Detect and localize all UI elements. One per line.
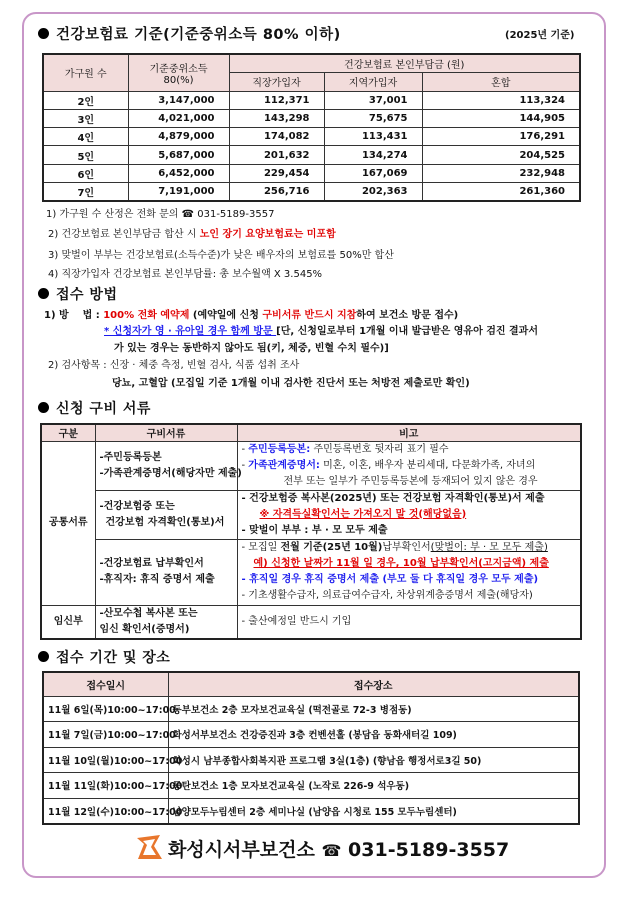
phone-icon: ☎ xyxy=(321,841,342,860)
t: 구비서류 반드시 지참 xyxy=(262,310,357,321)
place-cell: 화성서부보건소 건강증진과 3층 컨벤션홀 (봉담읍 동화새터길 109) xyxy=(168,722,579,748)
date-cell: 11월 7일(금)10:00~17:00 xyxy=(43,722,168,748)
t: - 건강보험증 복사본(2025년) 또는 건강보험 자격확인(통보)서 제출 xyxy=(241,492,545,504)
t: -휴직자: 휴직 증명서 제출 xyxy=(99,574,215,585)
t: 1) 방 법 : xyxy=(44,310,104,321)
docs-cell xyxy=(95,605,237,639)
docs-cell xyxy=(95,441,242,490)
footer-contact xyxy=(168,835,509,862)
date-cell: 11월 10일(월)10:00~17:00 xyxy=(43,747,168,773)
place-cell: 동부보건소 2층 모자보건교육실 (떡전골로 72-3 병점동) xyxy=(168,696,579,722)
table-cell: 6인 xyxy=(43,164,128,182)
method-line-3: 가 있는 경우는 동반하지 않아도 됨(키, 체중, 빈혈 수치 필수)] xyxy=(114,343,389,354)
note-1: 1) 가구원 수 산정은 전화 문의 ☎ 031-5189-3557 xyxy=(46,209,275,220)
t: - xyxy=(241,459,249,471)
t: - 휴직일 경우 휴직 증명서 제출 (부모 둘 다 휴직일 경우 모두 제출) xyxy=(241,574,539,585)
employee-header: 직장가입자 xyxy=(229,73,324,92)
year-note: (2025년 기준) xyxy=(505,30,575,41)
docs-cell xyxy=(95,539,237,605)
section-title-schedule xyxy=(38,647,170,667)
remarks-cell xyxy=(237,441,581,490)
documents-table xyxy=(40,423,582,640)
table-cell: 229,454 xyxy=(229,164,324,182)
table-cell: 112,371 xyxy=(229,91,324,109)
table-row xyxy=(43,91,580,109)
table-cell: 5인 xyxy=(43,146,128,164)
logo-icon xyxy=(134,832,164,862)
t: [단, 신청일로부터 1개월 이내 발급받은 영유아 검진 결과서 xyxy=(276,326,539,337)
t: 전부 또는 일부가 주민등록등본에 등재되어 있지 않은 경우 xyxy=(283,475,538,487)
table-row xyxy=(43,128,580,146)
t: 임신 확인서(증명서) xyxy=(99,623,190,635)
table-cell: 3,147,000 xyxy=(128,91,229,109)
table-row xyxy=(43,798,579,824)
note-2 xyxy=(48,225,336,240)
method-line-1 xyxy=(44,306,458,321)
median-pct: 80(%) xyxy=(163,74,194,86)
t: 예) 신청한 날짜가 11월 일 경우, 10월 납부확인서(고지금액) 제출 xyxy=(253,558,549,569)
table-row xyxy=(43,747,579,773)
mixed-header: 혼합 xyxy=(422,73,580,92)
title-text: 신청 구비 서류 xyxy=(56,401,151,417)
note-3: 3) 맞벌이 부부는 건강보험료(소득수준)가 낮은 배우자의 보험료를 50%만 합산 xyxy=(48,250,394,261)
t: -건강보험료 납부확인서 xyxy=(99,558,204,569)
date-cell: 11월 11일(화)10:00~17:00 xyxy=(43,773,168,799)
table-cell: 143,298 xyxy=(229,109,324,127)
t: - 모집일 xyxy=(241,542,281,553)
note-2-text: 2) 건강보험료 본인부담금 합산 시 xyxy=(48,229,200,240)
category-pregnant: 임신부 xyxy=(41,605,95,639)
table-cell: 4,021,000 xyxy=(128,109,229,127)
section-title-method xyxy=(38,284,117,304)
remarks-cell xyxy=(237,490,581,539)
table-row xyxy=(43,696,579,722)
place-cell: 남양모두누림센터 2층 세미나실 (남양읍 시청로 155 모두누림센터) xyxy=(168,798,579,824)
t: -주민등록등본 xyxy=(99,451,162,463)
category-header: 구분 xyxy=(41,424,95,441)
note-2-emphasis: 노인 장기 요양보험료는 미포함 xyxy=(199,229,336,240)
t: (예약일에 신청 xyxy=(189,310,263,321)
t: 하여 보건소 방문 접수) xyxy=(356,310,459,321)
t: - 맞벌이 부부 : 부 · 모 모두 제출 xyxy=(241,524,388,536)
table-cell: 7인 xyxy=(43,182,128,200)
table-row xyxy=(43,722,579,748)
method-line-2 xyxy=(104,322,538,337)
table-cell: 3인 xyxy=(43,109,128,127)
table-cell: 2인 xyxy=(43,91,128,109)
method-line-4 xyxy=(48,356,299,371)
table-cell: 37,001 xyxy=(324,91,422,109)
table-cell: 144,905 xyxy=(422,109,580,127)
t: -가족관계증명서(해당자만 제출) xyxy=(99,467,242,479)
table-cell: 134,274 xyxy=(324,146,422,164)
table-cell: 5,687,000 xyxy=(128,146,229,164)
table-cell: 113,324 xyxy=(422,91,580,109)
place-cell: 동탄보건소 1층 모자보건교육실 (노작로 226-9 석우동) xyxy=(168,773,579,799)
t: 가족관계증명서: xyxy=(248,459,320,471)
bullet-icon xyxy=(38,28,49,39)
date-cell: 11월 6일(목)10:00~17:00 xyxy=(43,696,168,722)
t: 2) 검사항목 : xyxy=(48,360,110,371)
t: ※ 자격득실확인서는 가져오지 말 것(해당없음) xyxy=(259,508,467,520)
table-row xyxy=(43,773,579,799)
category-common: 공통서류 xyxy=(41,441,95,605)
median-income-header xyxy=(128,54,229,91)
premium-header: 건강보험료 본인부담금 (원) xyxy=(229,54,580,73)
org-name: 화성시서부보건소 xyxy=(168,839,315,861)
table-cell: 113,431 xyxy=(324,128,422,146)
table-cell: 256,716 xyxy=(229,182,324,200)
bullet-icon xyxy=(38,651,49,662)
t: -산모수첩 복사본 또는 xyxy=(99,607,198,619)
note-4: 4) 직장가입자 건강보험료 본인부담률: 총 보수월액 X 3.545% xyxy=(48,269,323,280)
table-cell: 7,191,000 xyxy=(128,182,229,200)
place-header: 접수장소 xyxy=(168,672,579,696)
section-title-documents xyxy=(38,398,151,418)
table-cell: 202,363 xyxy=(324,182,422,200)
t: 100% 전화 예약제 xyxy=(103,310,190,321)
method-line-5: 당뇨, 고혈압 (모집일 기준 1개월 이내 검사한 진단서 또는 처방전 제출로만 확인) xyxy=(112,378,470,389)
remarks-header: 비고 xyxy=(237,424,581,441)
table-cell: 75,675 xyxy=(324,109,422,127)
t: -건강보험증 또는 xyxy=(99,500,175,512)
bullet-icon xyxy=(38,402,49,413)
table-cell: 4인 xyxy=(43,128,128,146)
table-cell: 204,525 xyxy=(422,146,580,164)
date-header: 접수일시 xyxy=(43,672,168,696)
table-row xyxy=(43,146,580,164)
table-row xyxy=(43,182,580,200)
t: 주민등록등본: xyxy=(248,443,311,455)
t: 전월 기준 xyxy=(280,542,323,553)
bullet-icon xyxy=(38,288,49,299)
remarks-cell xyxy=(237,539,581,605)
t: - xyxy=(241,443,249,455)
t: (맞벌이: 부 · 모 모두 제출) xyxy=(430,542,548,553)
t: 납부확인서 xyxy=(382,542,431,553)
table-cell: 167,069 xyxy=(324,164,422,182)
household-header: 가구원 수 xyxy=(43,54,128,91)
t: 주민등록번호 뒷자리 표기 필수 xyxy=(310,443,449,455)
phone-number: 031-5189-3557 xyxy=(348,839,510,861)
table-cell: 176,291 xyxy=(422,128,580,146)
title-text: 건강보험료 기준(기준중위소득 80% 이하) xyxy=(56,27,341,43)
t: 건강보험 자격확인(통보)서 xyxy=(105,516,225,528)
t: (25년 10월) xyxy=(322,542,383,553)
schedule-table xyxy=(42,671,580,825)
title-text: 접수 방법 xyxy=(56,287,118,303)
place-cell: 화성시 남부종합사회복지관 프로그램 3실(1층) (향남읍 행정서로3길 50) xyxy=(168,747,579,773)
median-label: 기준중위소득 xyxy=(149,63,208,75)
date-cell: 11월 12일(수)10:00~17:00 xyxy=(43,798,168,824)
docs-cell xyxy=(95,490,237,539)
regional-header: 지역가입자 xyxy=(324,73,422,92)
remarks-cell: - 출산예정일 반드시 기입 xyxy=(237,605,581,639)
t: 신장 · 체중 측정, 빈혈 검사, 식품 섭취 조사 xyxy=(109,360,300,371)
t: - 기초생활수급자, 의료급여수급자, 차상위계층증명서 제출(해당자) xyxy=(241,590,533,601)
table-row xyxy=(43,109,580,127)
table-cell: 261,360 xyxy=(422,182,580,200)
table-cell: 174,082 xyxy=(229,128,324,146)
table-cell: 232,948 xyxy=(422,164,580,182)
table-row xyxy=(43,164,580,182)
t: 미혼, 이혼, 배우자 분리세대, 다문화가족, 자녀의 xyxy=(319,459,536,471)
table-cell: 201,632 xyxy=(229,146,324,164)
t: * 신청자가 영 · 유아일 경우 함께 방문 xyxy=(104,326,277,337)
table-cell: 4,879,000 xyxy=(128,128,229,146)
docs-header: 구비서류 xyxy=(95,424,237,441)
table-cell: 6,452,000 xyxy=(128,164,229,182)
title-text: 접수 기간 및 장소 xyxy=(56,650,171,666)
section-title-premium xyxy=(38,23,341,44)
premium-table xyxy=(42,53,581,202)
